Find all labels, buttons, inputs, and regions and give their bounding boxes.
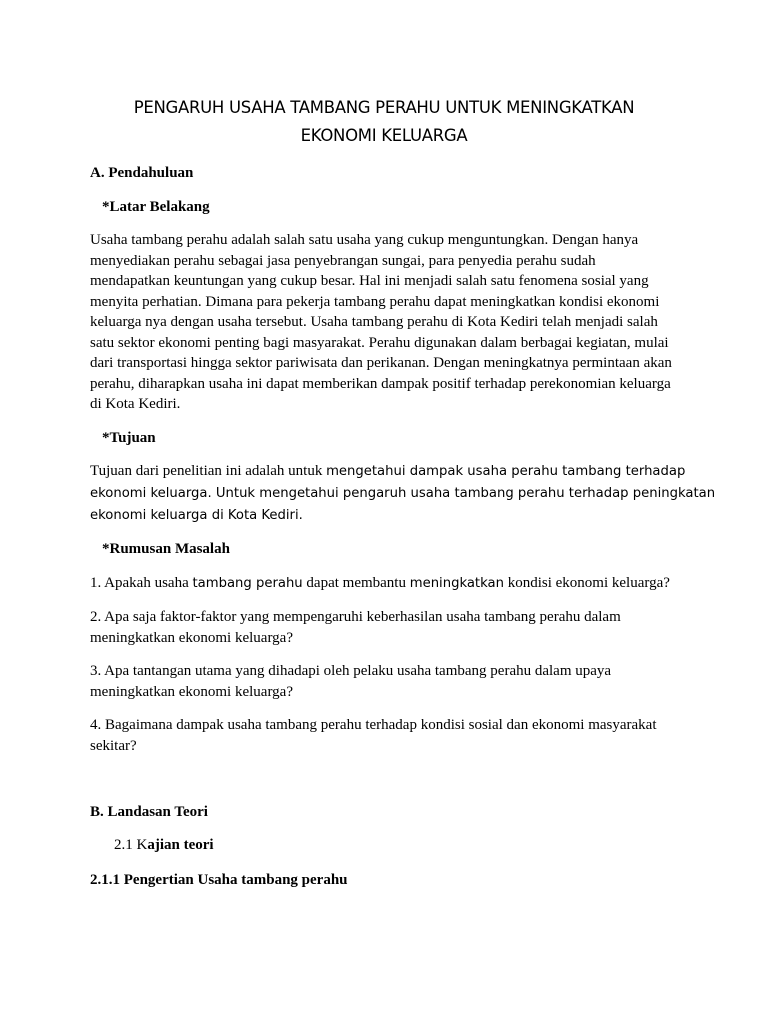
paragraph-line [90, 573, 690, 595]
kajian-teori-heading [114, 835, 214, 855]
tujuan-sans-segment: mengetahui dampak usaha perahu tambang terhadap [326, 464, 686, 479]
subsection-2-1-1-heading: 2.1.1 Pengertian Usaha tambang perahu [90, 872, 348, 888]
question-1-segment: dapat membantu [302, 575, 410, 591]
paragraph-line [90, 460, 690, 483]
question-4 [90, 715, 690, 756]
paragraph-line: di Kota Kediri. [90, 396, 181, 412]
tujuan-serif-segment: Tujuan dari penelitian ini adalah untuk [90, 463, 327, 479]
section-a-heading: A. Pendahuluan [90, 165, 194, 181]
question-1-segment: 1. Apakah usaha [90, 575, 193, 591]
paragraph-line: perahu, diharapkan usaha ini dapat memberikan dampak positif terhadap perekonomian keluarga [90, 375, 671, 392]
latar-belakang-heading: *Latar Belakang [102, 199, 210, 215]
question-1 [90, 573, 690, 595]
paragraph-line: satu sektor ekonomi penting bagi masyarakat. Perahu digunakan dalam berbagai kegiatan, mulai [90, 334, 669, 351]
paragraph-line: ekonomi keluarga di Kota Kediri. [90, 508, 303, 523]
paragraph-line: keluarga nya dengan usaha tersebut. Usaha tambang perahu di Kota Kediri telah menjadi salah [90, 314, 658, 330]
kajian-prefix: 2.1 K [114, 837, 148, 853]
paragraph-line: menyediakan perahu sebagai jasa penyebrangan sungai, para penyedia perahu sudah [90, 252, 596, 269]
paragraph-line: ekonomi keluarga. Untuk mengetahui pengaruh usaha tambang perahu terhadap peningkatan [90, 486, 716, 501]
question-1-segment: kondisi ekonomi keluarga? [503, 575, 670, 591]
paragraph-line: Usaha tambang perahu adalah salah satu usaha yang cukup menguntungkan. Dengan hanya [90, 232, 639, 248]
document-title-line-2: EKONOMI KELUARGA [300, 126, 468, 145]
question-2 [90, 607, 690, 648]
paragraph-line: mendapatkan keuntungan yang cukup besar. Hal ini menjadi salah satu fenomena sosial yang [90, 273, 649, 289]
question-1-segment: meningkatkan [409, 576, 504, 591]
tujuan-paragraph [90, 460, 716, 527]
kajian-rest: ajian teori [147, 837, 214, 853]
latar-belakang-paragraph [90, 230, 690, 415]
paragraph-line: sekitar? [90, 737, 137, 754]
question-3 [90, 661, 690, 702]
document-title-line-1: PENGARUH USAHA TAMBANG PERAHU UNTUK MENINGKATKAN [133, 98, 635, 117]
tujuan-heading: *Tujuan [102, 430, 156, 446]
rumusan-masalah-heading: *Rumusan Masalah [102, 541, 230, 557]
paragraph-line: menyita perhatian. Dimana para pekerja tambang perahu dapat meningkatkan kondisi ekonomi [90, 293, 660, 310]
paragraph-line: dari transportasi hingga sektor pariwisata dan perikanan. Dengan meningkatnya permintaan akan [90, 355, 672, 371]
paragraph-line: meningkatkan ekonomi keluarga? [90, 629, 293, 646]
section-b-heading: B. Landasan Teori [90, 804, 208, 820]
paragraph-line: 2. Apa saja faktor-faktor yang mempengaruhi keberhasilan usaha tambang perahu dalam [90, 609, 621, 625]
paragraph-line: meningkatkan ekonomi keluarga? [90, 683, 293, 700]
question-1-segment: tambang perahu [192, 576, 303, 591]
paragraph-line: 4. Bagaimana dampak usaha tambang perahu terhadap kondisi sosial dan ekonomi masyarakat [90, 717, 657, 733]
paragraph-line: 3. Apa tantangan utama yang dihadapi oleh pelaku usaha tambang perahu dalam upaya [90, 663, 612, 679]
